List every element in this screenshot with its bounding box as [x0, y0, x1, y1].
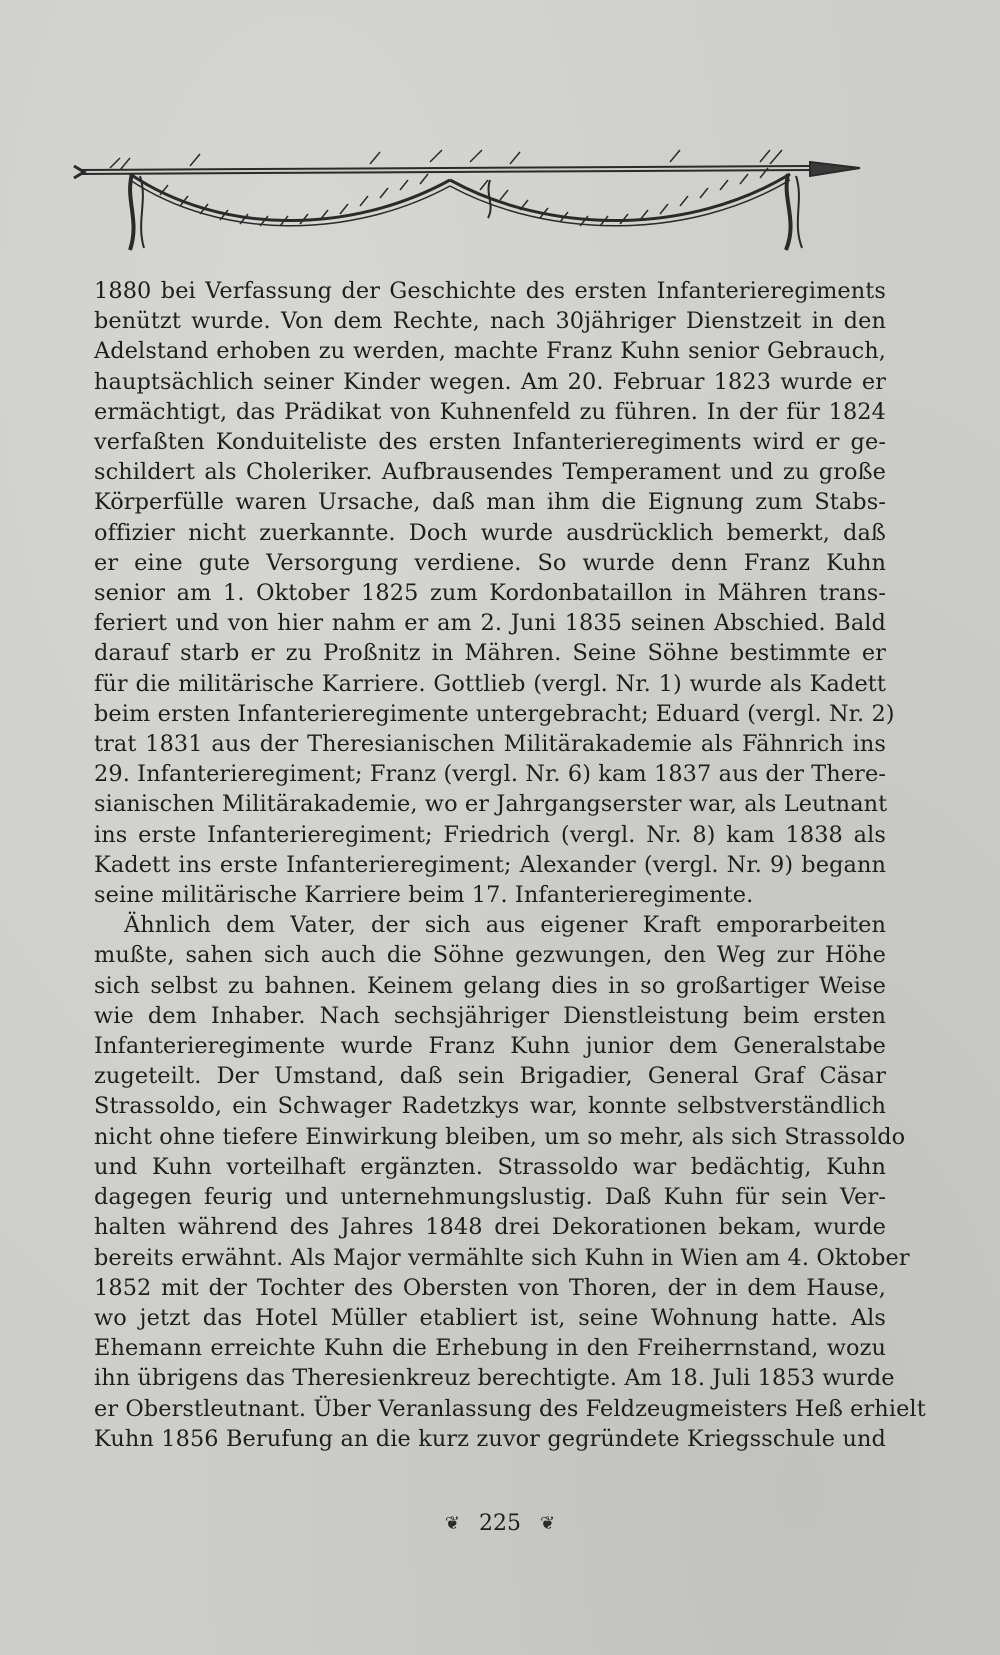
text-line: er Oberstleutnant. Über Veranlassung des Feldzeugmeisters Heß erhielt: [94, 1395, 926, 1422]
page-footer: [0, 1510, 1000, 1536]
text-line: Adelstand erhoben zu werden, machte Franz Kuhn senior Gebrauch,: [94, 338, 886, 365]
text-line: 1880 bei Verfassung der Geschichte des ersten Infanterieregiments: [94, 278, 886, 304]
text-line: 1852 mit der Tochter des Obersten von Thoren, der in dem Hause,: [94, 1274, 886, 1301]
text-line: feriert und von hier nahm er am 2. Juni 1835 seinen Abschied. Bald: [94, 610, 886, 637]
page-number: 225: [479, 1510, 521, 1536]
flourish-left-icon: ❦: [444, 1512, 460, 1534]
flourish-right-icon: ❦: [540, 1512, 556, 1534]
text-line: für die militärische Karriere. Gottlieb (vergl. Nr. 1) wurde als Kadett: [94, 670, 886, 697]
text-line: halten während des Jahres 1848 drei Dekorationen bekam, wurde: [94, 1214, 886, 1241]
text-line: wo jetzt das Hotel Müller etabliert ist, seine Wohnung hatte. Als: [94, 1304, 886, 1331]
text-line: 29. Infanterieregiment; Franz (vergl. Nr. 6) kam 1837 aus der There-: [94, 761, 886, 788]
text-line: beim ersten Infanterieregimente untergebracht; Eduard (vergl. Nr. 2): [94, 700, 895, 727]
text-line: sich selbst zu bahnen. Keinem gelang dies in so großartiger Weise: [94, 972, 886, 999]
text-line: Infanterieregimente wurde Franz Kuhn junior dem Generalstabe: [94, 1033, 886, 1060]
text-line: ins erste Infanterieregiment; Friedrich (vergl. Nr. 8) kam 1838 als: [94, 821, 886, 848]
text-line: darauf starb er zu Proßnitz in Mähren. Seine Söhne bestimmte er: [94, 640, 886, 667]
text-line: ihn übrigens das Theresienkreuz berechtigte. Am 18. Juli 1853 wurde: [94, 1365, 895, 1392]
text-line: und Kuhn vorteilhaft ergänzten. Strassoldo war bedächtig, Kuhn: [94, 1153, 886, 1180]
text-line: benützt wurde. Von dem Rechte, nach 30jähriger Dienstzeit in den: [94, 308, 886, 335]
text-line: Kadett ins erste Infanterieregiment; Alexander (vergl. Nr. 9) begann: [94, 851, 886, 878]
text-line: wie dem Inhaber. Nach sechsjähriger Dienstleistung beim ersten: [94, 1002, 886, 1029]
text-line: hauptsächlich seiner Kinder wegen. Am 20. Februar 1823 wurde er: [94, 368, 886, 395]
text-line: senior am 1. Oktober 1825 zum Kordonbataillon in Mähren trans-: [94, 580, 886, 607]
text-line: Ehemann erreichte Kuhn die Erhebung in den Freiherrnstand, wozu: [94, 1335, 886, 1362]
text-line: Kuhn 1856 Berufung an die kurz zuvor gegründete Kriegsschule und: [94, 1425, 886, 1452]
text-line: bereits erwähnt. Als Major vermählte sich Kuhn in Wien am 4. Oktober: [94, 1244, 910, 1271]
text-line: mußte, sahen sich auch die Söhne gezwungen, den Weg zur Höhe: [94, 942, 886, 969]
body-text: [94, 276, 926, 1454]
text-line-paragraph-end: seine militärische Karriere beim 17. Infanterieregimente.: [94, 882, 754, 909]
text-line: trat 1831 aus der Theresianischen Militärakademie als Fähnrich ins: [94, 731, 886, 758]
text-line: Körperfülle waren Ursache, daß man ihm die Eignung zum Stabs-: [94, 489, 886, 516]
text-line-paragraph-start: Ähnlich dem Vater, der sich aus eigener Kraft emporarbeiten: [124, 912, 886, 939]
text-line: nicht ohne tiefere Einwirkung bleiben, um so mehr, als sich Strassoldo: [94, 1123, 906, 1150]
text-line: offizier nicht zuerkannte. Doch wurde ausdrücklich bemerkt, daß: [94, 519, 886, 546]
text-line: verfaßten Konduiteliste des ersten Infanterieregiments wird er ge-: [94, 429, 886, 456]
garland-ornament-icon: [70, 140, 900, 260]
text-line: zugeteilt. Der Umstand, daß sein Brigadier, General Graf Cäsar: [94, 1063, 886, 1090]
text-line: dagegen feurig und unternehmungslustig. Daß Kuhn für sein Ver-: [94, 1184, 886, 1211]
text-line: Strassoldo, ein Schwager Radetzkys war, konnte selbstverständlich: [94, 1093, 886, 1120]
text-line: er eine gute Versorgung verdiene. So wurde denn Franz Kuhn: [94, 549, 886, 576]
text-line: schildert als Choleriker. Aufbrausendes Temperament und zu große: [94, 459, 886, 486]
text-line: ermächtigt, das Prädikat von Kuhnenfeld zu führen. In der für 1824: [94, 398, 886, 425]
text-line: sianischen Militärakademie, wo er Jahrgangserster war, als Leutnant: [94, 791, 888, 818]
